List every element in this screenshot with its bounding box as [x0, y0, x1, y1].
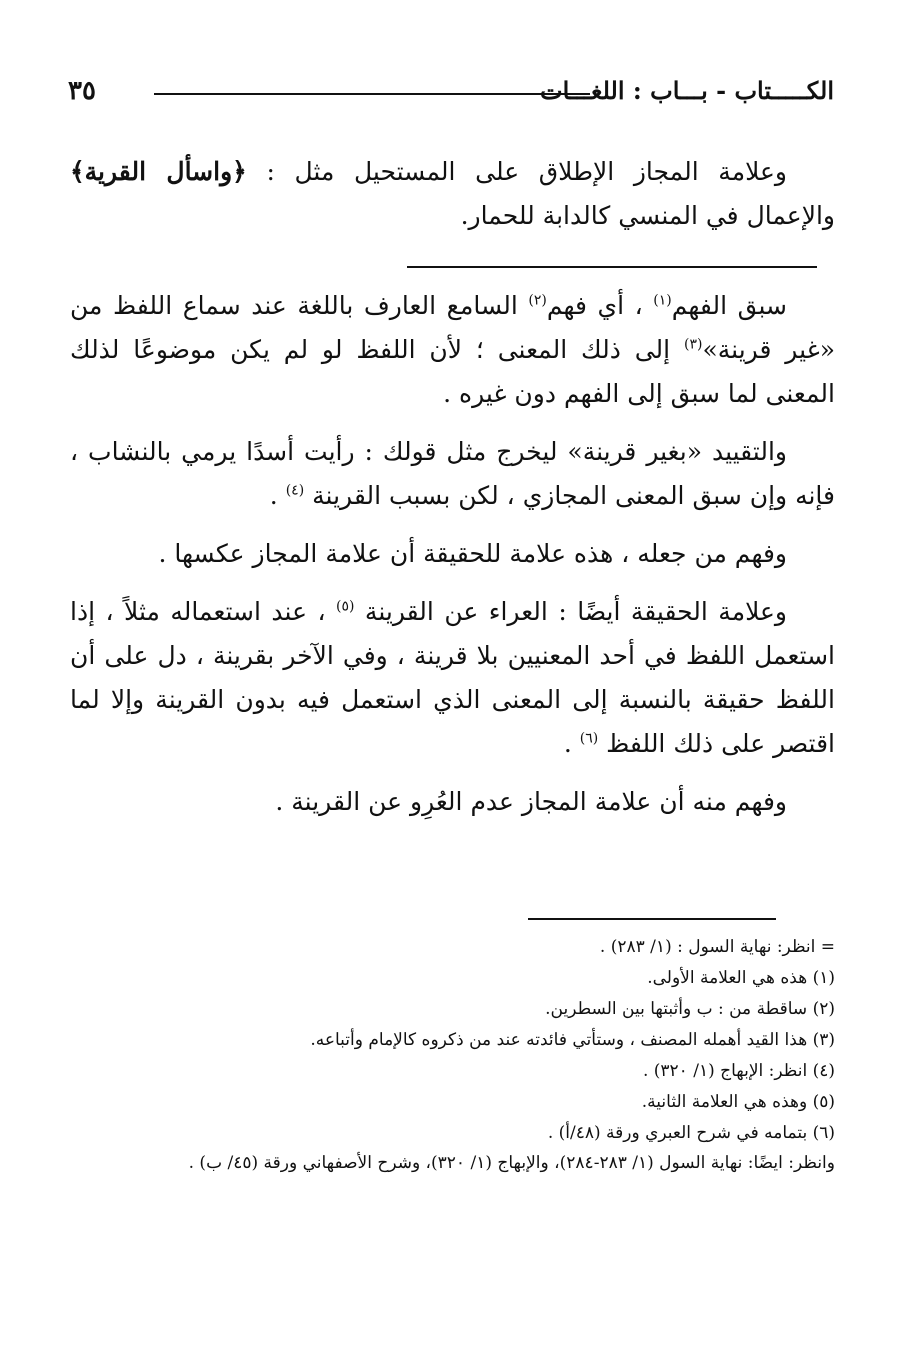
- paragraph-text: والإعمال في المنسي كالدابة للحمار.: [460, 201, 835, 230]
- paragraph-text: .: [563, 729, 580, 758]
- footnote-item: (١) هذه هي العلامة الأولى.: [647, 968, 835, 988]
- main-text: [70, 150, 835, 824]
- paragraph-sabq-al-fahm: [70, 284, 835, 416]
- page-header: [68, 72, 834, 112]
- paragraph-majaz-sign: [70, 150, 835, 238]
- paragraph-fahm: وفهم من جعله ، هذه علامة للحقيقة أن علامة المجاز عكسها .: [158, 539, 787, 568]
- paragraph-conclusion: وفهم منه أن علامة المجاز عدم العُرِو عن القرينة .: [275, 787, 787, 816]
- quran-quote: ﴿واسأل القرية﴾: [70, 157, 247, 186]
- paragraph-text: ، عند استعماله مثلاً ، إذا استعمل اللفظ في أحد المعنيين بلا قرينة ، وفي الآخر بقرينة ، دل على أن اللفظ حقيقة بالنسبة إلى المعنى الذي استعمل فيه بدون القرينة وإلا لما اقتصر على ذلك اللفظ: [70, 597, 835, 758]
- paragraph-taqyid: [70, 430, 835, 518]
- footnotes: [70, 932, 835, 1175]
- page-number: ٣٥: [68, 76, 96, 106]
- header-rule: [154, 93, 590, 95]
- paragraph-text: وعلامة المجاز الإطلاق على المستحيل مثل :: [246, 157, 787, 186]
- running-title: الكـــــتاب - بـــاب : اللغـــات: [540, 76, 834, 105]
- footnote-item: (٣) هذا القيد أهمله المصنف ، وستأتي فائدته عند من ذكروه كالإمام وأتباعه.: [310, 1030, 835, 1050]
- paragraph-text: ، أي فهم: [546, 291, 654, 320]
- footnote-continuation: = انظر: نهاية السول : (١/ ٢٨٣) .: [599, 937, 835, 957]
- paragraph-text: سبق الفهم: [671, 291, 787, 320]
- paragraph-text: السامع العارف باللغة عند سماع اللفظ من «غير قرينة»: [70, 291, 835, 364]
- footnote-item: (٦) بتمامه في شرح العبري ورقة (٤٨/أ) .: [547, 1123, 835, 1143]
- footnote-ref[interactable]: (٢): [528, 292, 547, 309]
- footnote-ref[interactable]: (٤): [285, 482, 305, 499]
- footnote-ref[interactable]: (١): [653, 292, 672, 309]
- paragraph-haqiqa-sign: [70, 590, 835, 766]
- paragraph-text: وعلامة الحقيقة أيضًا : العراء عن القرينة: [354, 597, 787, 626]
- paragraph-text: والتقييد «بغير قرينة» ليخرج مثل قولك : رأيت أسدًا يرمي بالنشاب ، فإنه وإن سبق المعنى المجازي ، لكن بسبب القرينة: [70, 437, 835, 510]
- footnote-ref[interactable]: (٣): [684, 336, 703, 353]
- footnote-item: (٢) ساقطة من : ب وأثبتها بين السطرين.: [545, 999, 835, 1019]
- paragraph-text: .: [269, 481, 286, 510]
- footnote-separator: [528, 918, 776, 920]
- footnote-ref[interactable]: (٦): [579, 730, 599, 747]
- section-divider: [407, 266, 817, 268]
- footnote-item-extra: وانظر: ايضًا: نهاية السول (١/ ٢٨٣-٢٨٤)، والإبهاج (١/ ٣٢٠)، وشرح الأصفهاني ورقة (٤٥/ ب) .: [188, 1153, 835, 1173]
- footnote-item: (٤) انظر: الإبهاج (١/ ٣٢٠) .: [642, 1061, 835, 1081]
- footnote-ref[interactable]: (٥): [336, 598, 355, 615]
- footnote-item: (٥) وهذه هي العلامة الثانية.: [641, 1092, 835, 1112]
- paragraph-text: إلى ذلك المعنى ؛ لأن اللفظ لو لم يكن موضوعًا لذلك المعنى لما سبق إلى الفهم دون غيره .: [70, 335, 835, 408]
